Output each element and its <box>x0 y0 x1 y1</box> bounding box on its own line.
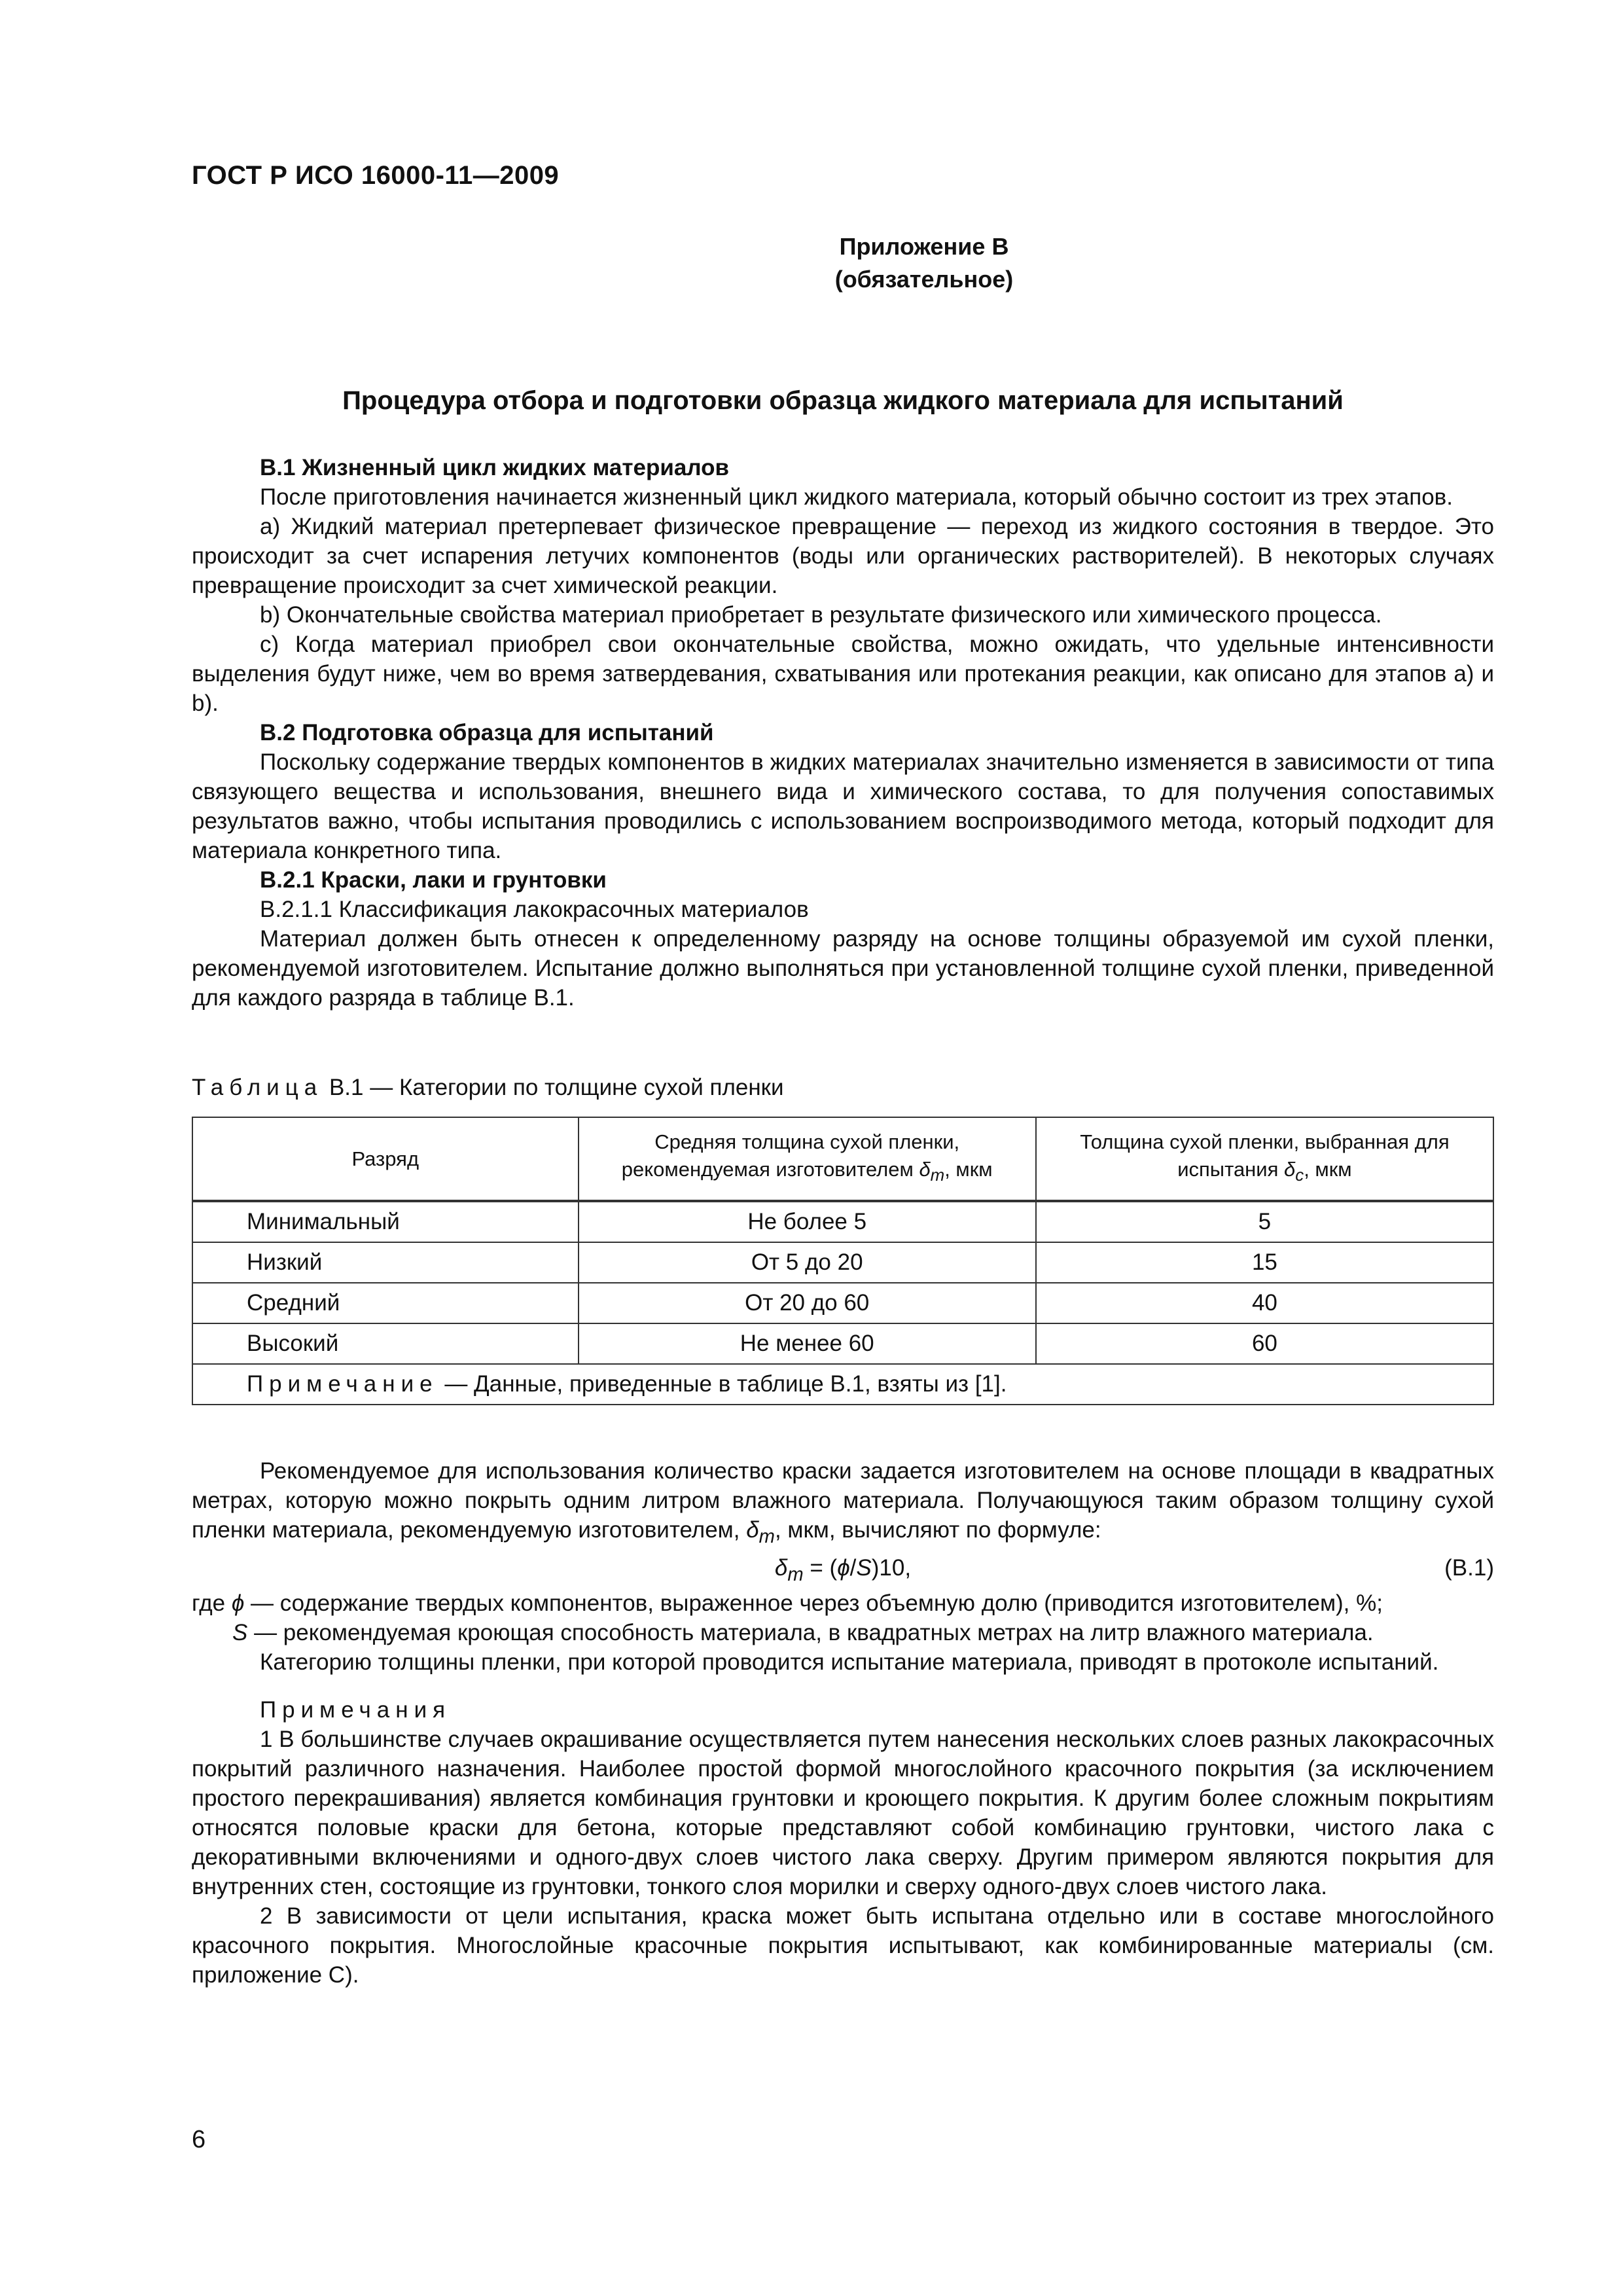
s-symbol: S <box>856 1555 872 1581</box>
table-row <box>192 1242 1493 1283</box>
table-note-label: Примечание <box>247 1371 438 1397</box>
column-header-category: Разряд <box>192 1117 579 1201</box>
table-row <box>192 1201 1493 1242</box>
recommended-amount-paragraph <box>192 1456 1494 1552</box>
delta-symbol: δ <box>746 1517 759 1543</box>
section-b2-heading: В.2 Подготовка образца для испытаний <box>260 720 714 745</box>
column-header-selected-line2: испытания <box>1177 1157 1279 1181</box>
cell-selected: 40 <box>1036 1283 1493 1323</box>
column-header-recommended-line2: рекомендуемая изготовителем <box>621 1157 914 1181</box>
delta-symbol: δ <box>919 1157 931 1181</box>
body-section-2 <box>192 1456 1494 1990</box>
appendix-main-title: Процедура отбора и подготовки образца жидкого материала для испытаний <box>342 386 1344 415</box>
body-section-1 <box>192 453 1494 1013</box>
section-b1-heading: В.1 Жизненный цикл жидких материалов <box>260 455 729 480</box>
delta-subscript: m <box>930 1166 945 1185</box>
cell-recommended: От 20 до 60 <box>579 1283 1036 1323</box>
film-thickness-table <box>192 1117 1494 1405</box>
delta-subscript: c <box>1295 1166 1304 1185</box>
delta-subscript: m <box>758 1526 775 1547</box>
paragraph-text-end: , мкм, вычисляют по формуле: <box>774 1517 1101 1543</box>
appendix-heading <box>0 230 1623 296</box>
table-caption <box>192 1075 784 1101</box>
section-b21-heading: В.2.1 Краски, лаки и грунтовки <box>260 867 607 893</box>
formula-tail: )10, <box>871 1555 912 1581</box>
table-caption-label: Таблица <box>192 1075 323 1100</box>
cell-recommended: Не менее 60 <box>579 1323 1036 1364</box>
delta-symbol: δ <box>774 1555 788 1581</box>
where-s-line <box>192 1618 1494 1647</box>
table-note-row <box>192 1364 1493 1405</box>
section-b2-text: Поскольку содержание твердых компонентов в жидких материалах значительно изменяется в зависимости от типа связующего вещества и использования, внешнего вида и химического состава, то для получения сопоставимых результатов важно, чтобы испытания проводились с использованием воспроизводимого метода, который подходит для материала конкретного типа. <box>192 749 1494 863</box>
table-note-text: — Данные, приведенные в таблице В.1, взяты из [1]. <box>438 1371 1007 1397</box>
cell-recommended: Не более 5 <box>579 1201 1036 1242</box>
formula-slash: / <box>849 1555 857 1581</box>
document-code: ГОСТ Р ИСО 16000-11—2009 <box>192 161 560 190</box>
column-header-recommended-unit: , мкм <box>944 1157 993 1181</box>
notes-label: Примечания <box>260 1697 452 1723</box>
formula-number: (В.1) <box>1444 1555 1494 1581</box>
where-phi-text: — содержание твердых компонентов, выраженное через объемную долю (приводится изготовителем), %; <box>244 1590 1383 1616</box>
column-header-recommended <box>579 1117 1036 1201</box>
column-header-selected-line1: Толщина сухой пленки, выбранная для <box>1080 1130 1450 1153</box>
delta-subscript: m <box>787 1564 804 1585</box>
section-b1-item-c: c) Когда материал приобрел свои окончательные свойства, можно ожидать, что удельные интенсивности выделения будут ниже, чем во время затвердевания, схватывания или протекания реакции, как описано для этапов a) и b). <box>192 632 1494 716</box>
column-header-selected <box>1036 1117 1493 1201</box>
cell-selected: 5 <box>1036 1201 1493 1242</box>
cell-selected: 15 <box>1036 1242 1493 1283</box>
table-note <box>192 1364 1493 1405</box>
column-header-selected-unit: , мкм <box>1304 1157 1352 1181</box>
cell-category: Высокий <box>192 1323 579 1364</box>
cell-category: Средний <box>192 1283 579 1323</box>
page-number: 6 <box>192 2126 206 2153</box>
section-b211-text: Материал должен быть отнесен к определенному разряду на основе толщины образуемой им сухой пленки, рекомендуемой изготовителем. Испытание должно выполняться при установленной толщине сухой пленки, приведенной для каждого разряда в таблице В.1. <box>192 926 1494 1011</box>
note-2: 2 В зависимости от цели испытания, краска может быть испытана отдельно или в составе многослойного красочного покрытия. Многослойные красочные покрытия испытывают, как комбинированные материалы (см. приложение С). <box>192 1903 1494 1988</box>
formula-equals: = ( <box>803 1555 838 1581</box>
phi-symbol: ϕ <box>231 1590 245 1616</box>
table-caption-text: В.1 — Категории по толщине сухой пленки <box>323 1075 784 1100</box>
where-label: где <box>192 1590 232 1616</box>
paragraph-text: Рекомендуемое для использования количество краски задается изготовителем на основе площади в квадратных метрах, которую можно покрыть одним литром влажного материала. Получающуюся таким образом толщину сухой пленки материала, рекомендуемую изготовителем, <box>192 1458 1494 1543</box>
section-b211-subheading: В.2.1.1 Классификация лакокрасочных материалов <box>260 897 809 922</box>
formula-expression <box>192 1553 1494 1590</box>
appendix-title: Приложение В <box>839 233 1009 260</box>
table-row <box>192 1283 1493 1323</box>
delta-symbol: δ <box>1284 1157 1296 1181</box>
table-row <box>192 1323 1493 1364</box>
appendix-status: (обязательное) <box>834 266 1014 293</box>
cell-category: Минимальный <box>192 1201 579 1242</box>
phi-symbol: ϕ <box>837 1555 850 1581</box>
column-header-recommended-line1: Средняя толщина сухой пленки, <box>654 1130 960 1153</box>
cell-recommended: От 5 до 20 <box>579 1242 1036 1283</box>
table-header-row <box>192 1117 1493 1201</box>
where-s-text: — рекомендуемая кроющая способность материала, в квадратных метрах на литр влажного материала. <box>247 1620 1374 1645</box>
cell-selected: 60 <box>1036 1323 1493 1364</box>
section-b1-intro: После приготовления начинается жизненный цикл жидкого материала, который обычно состоит из трех этапов. <box>260 484 1453 510</box>
formula-b1 <box>192 1553 1494 1587</box>
note-1: 1 В большинстве случаев окрашивание осуществляется путем нанесения нескольких слоев разных лакокрасочных покрытий различного назначения. Наиболее простой формой многослойного красочного покрытия (за исключением простого перекрашивания) является комбинация грунтовки и кроющего покрытия. К другим более сложным покрытиям относятся половые краски для бетона, которые представляют собой комбинацию грунтовки, чистого лака с декоративными включениями и одного-двух слоев чистого лака сверху. Другим примером являются покрытия для внутренних стен, состоящие из грунтовки, тонкого слоя морилки и сверху одного-двух слоев чистого лака. <box>192 1727 1494 1899</box>
section-b1-item-a: a) Жидкий материал претерпевает физическое превращение — переход из жидкого состояния в твердое. Это происходит за счет испарения летучих компонентов (воды или органических растворителей). В некоторых случаях превращение происходит за счет химической реакции. <box>192 514 1494 598</box>
s-symbol: S <box>232 1620 248 1645</box>
section-b1-item-b: b) Окончательные свойства материал приобретает в результате физического или химического процесса. <box>260 602 1382 628</box>
where-phi-line <box>192 1588 1494 1618</box>
protocol-paragraph: Категорию толщины пленки, при которой проводится испытание материала, приводят в протоколе испытаний. <box>260 1649 1439 1675</box>
cell-category: Низкий <box>192 1242 579 1283</box>
